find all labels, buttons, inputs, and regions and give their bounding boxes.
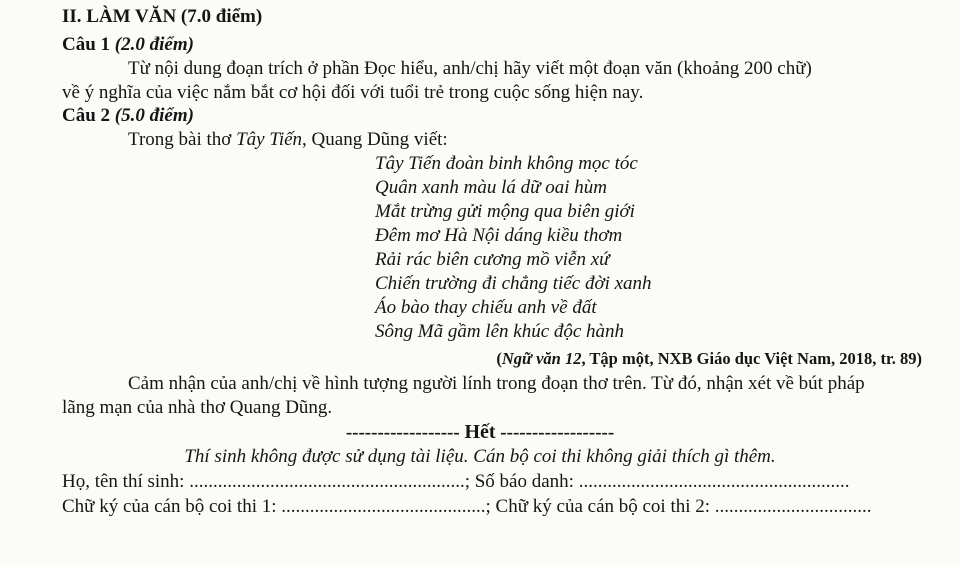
question-1-text-line-1: Từ nội dung đoạn trích ở phần Đọc hiểu, anh/chị hãy viết một đoạn văn (khoảng 200 chữ) (128, 58, 812, 79)
candidate-name-label: Họ, tên thí sinh: (62, 471, 190, 492)
source-open: ( (496, 349, 502, 368)
supervisor-1-label: Chữ ký của cán bộ coi thi 1: (62, 496, 282, 517)
poem-source (496, 347, 922, 370)
intro-post: , Quang Dũng viết: (302, 129, 448, 150)
section-title: II. LÀM VĂN (7.0 điểm) (62, 6, 263, 27)
source-book: Ngữ văn 12 (501, 349, 582, 368)
poem-line: Quân xanh màu lá dữ oai hùm (375, 177, 608, 198)
candidate-name-field[interactable]: .......................................................... (189, 471, 465, 492)
end-dash-left: ------------------ (345, 422, 460, 443)
question-1-heading (62, 33, 960, 56)
poem-line: Mắt trừng gửi mộng qua biên giới (375, 201, 635, 222)
question-2-heading (62, 104, 960, 127)
question-2-points: (5.0 điểm) (114, 105, 194, 126)
supervisor-signature-line (62, 495, 960, 518)
question-2-task-line-1: Cảm nhận của anh/chị về hình tượng người lính trong đoạn thơ trên. Từ đó, nhận xét về bút pháp (128, 373, 865, 394)
source-rest: , Tập một, NXB Giáo dục Việt Nam, 2018, tr. 89) (581, 349, 922, 368)
poem-line: Rải rác biên cương mồ viễn xứ (375, 249, 610, 270)
question-1-label: Câu 1 (62, 34, 111, 55)
question-2-intro (128, 128, 960, 151)
poem-line: Sông Mã gầm lên khúc độc hành (375, 321, 625, 342)
exam-note: Thí sinh không được sử dụng tài liệu. Cán bộ coi thi không giải thích gì thêm. (184, 446, 776, 467)
end-marker (0, 421, 960, 444)
question-1-text-line-2: về ý nghĩa của việc nắm bắt cơ hội đối với tuổi trẻ trong cuộc sống hiện nay. (62, 82, 644, 103)
poem-line: Chiến trường đi chẳng tiếc đời xanh (375, 273, 652, 294)
candidate-name-line (62, 470, 960, 493)
question-1-points: (2.0 điểm) (114, 34, 194, 55)
candidate-number-field[interactable]: ......................................................... (578, 471, 850, 492)
question-2-task-line-2: lãng mạn của nhà thơ Quang Dũng. (62, 397, 333, 418)
candidate-number-label: ; Số báo danh: (464, 471, 579, 492)
end-dash-right: ------------------ (500, 422, 615, 443)
end-word: Hết (464, 421, 496, 443)
supervisor-2-label: ; Chữ ký của cán bộ coi thi 2: (485, 496, 715, 517)
poem-line: Đêm mơ Hà Nội dáng kiều thơm (375, 225, 623, 246)
supervisor-2-signature-field[interactable]: ................................. (714, 496, 872, 517)
poem-title: Tây Tiến (236, 129, 303, 150)
poem-line: Áo bào thay chiếu anh về đất (375, 297, 597, 318)
supervisor-1-signature-field[interactable]: ........................................... (281, 496, 486, 517)
intro-pre: Trong bài thơ (128, 129, 237, 150)
question-2-label: Câu 2 (62, 105, 111, 126)
poem-line: Tây Tiến đoàn binh không mọc tóc (375, 153, 638, 174)
